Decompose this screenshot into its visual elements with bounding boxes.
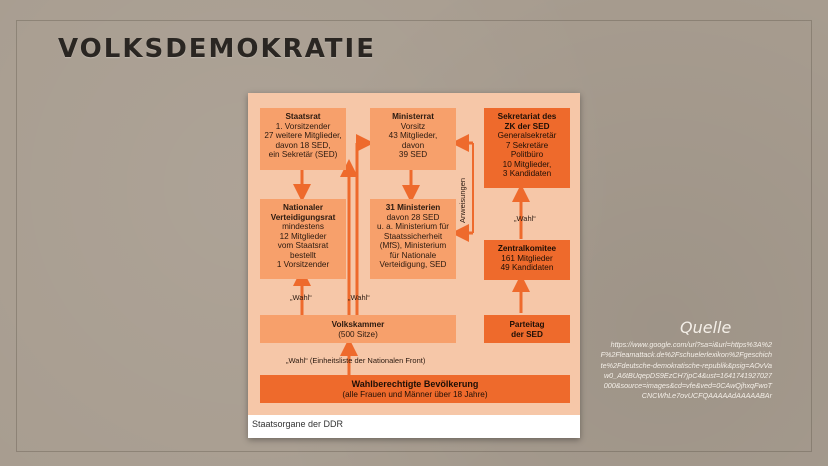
ministerrat-line: 39 SED: [398, 150, 428, 159]
label-wahl-right: „Wahl“: [514, 214, 536, 223]
bevoelkerung-line: (alle Frauen und Männer über 18 Jahre): [342, 389, 488, 399]
slide-title: VOLKSDEMOKRATIE: [58, 34, 376, 64]
label-anweisungen: Anweisungen: [458, 177, 467, 223]
box-parteitag: [484, 315, 570, 343]
sekretariat-line: 10 Mitglieder,: [502, 159, 552, 169]
ministerrat-title: Ministerrat: [392, 112, 434, 121]
parteitag-title: der SED: [511, 329, 543, 339]
ministerrat-line: 43 Mitglieder,: [388, 131, 438, 140]
ministerien-line: davon 28 SED: [386, 212, 440, 222]
ministerien-line: für Nationale: [389, 250, 437, 260]
verteidigungsrat-line: vom Staatsrat: [277, 241, 329, 250]
diagram-area: [248, 93, 580, 415]
zentralkomitee-title: Zentralkomitee: [497, 244, 557, 253]
zentralkomitee-line: 49 Kandidaten: [500, 263, 554, 272]
staatsrat-title: Staatsrat: [285, 112, 321, 121]
ministerien-line: Verteidigung, SED: [379, 260, 447, 269]
verteidigungsrat-line: 1 Vorsitzender: [276, 260, 330, 269]
ministerien-title: 31 Ministerien: [385, 203, 441, 212]
parteitag-title: Parteitag: [509, 320, 545, 329]
bevoelkerung-title: Wahlberechtigte Bevölkerung: [351, 379, 479, 389]
ministerrat-line: davon: [401, 140, 425, 150]
sekretariat-line: 3 Kandidaten: [502, 169, 552, 178]
staatsrat-line: 27 weitere Mitglieder,: [264, 131, 342, 140]
volkskammer-title: Volkskammer: [331, 320, 385, 329]
verteidigungsrat-title: Verteidigungsrat: [270, 212, 336, 222]
ddr-diagram-figure: [248, 93, 580, 438]
box-sekretariat: [484, 108, 570, 188]
label-wahl-mid: „Wahl“: [348, 293, 370, 302]
sekretariat-title: Sekretariat des: [497, 112, 557, 121]
sekretariat-line: Politbüro: [510, 150, 544, 159]
zentralkomitee-line: 161 Mitglieder: [501, 253, 553, 263]
quelle-title: Quelle: [680, 318, 732, 337]
staatsrat-line: 1. Vorsitzender: [275, 121, 331, 131]
staatsrat-line: ein Sekretär (SED): [268, 150, 338, 159]
figure-caption: Staatsorgane der DDR: [252, 419, 344, 429]
label-wahl-bottom: „Wahl“ (Einheitsliste der Nationalen Front): [286, 356, 426, 365]
verteidigungsrat-line: mindestens: [282, 222, 324, 231]
quelle-url[interactable]: https://www.google.com/url?sa=i&url=https%3A%2F%2Fleamattack.de%2Fschuelerlexikon%2Fgeschichte%2Fdeutsche-demokratische-republik&psig=AOvVaw0_A6tBUqepDS9EzCH7jpC4&ust=1641741927027000&source=images&cd=vfe&ved=0CAwQjhxqFwoTCNCWhLe7ovUCFQAAAAAdAAAAABAr: [600, 340, 772, 401]
verteidigungsrat-line: 12 Mitglieder: [279, 231, 327, 241]
box-bevoelkerung: [260, 375, 570, 403]
verteidigungsrat-title: Nationaler: [282, 203, 324, 212]
sekretariat-title: ZK der SED: [504, 121, 550, 131]
sekretariat-line: Generalsekretär: [497, 131, 557, 140]
box-volkskammer: [260, 315, 456, 343]
box-verteidigungsrat: [260, 199, 346, 279]
box-zentralkomitee: [484, 240, 570, 280]
box-ministerien: [370, 199, 456, 279]
ministerien-line: Staatssicherheit: [383, 231, 443, 241]
ministerien-line: u. a. Ministerium für: [377, 222, 449, 231]
sekretariat-line: 7 Sekretäre: [505, 140, 549, 150]
staatsrat-line: davon 18 SED,: [275, 140, 331, 150]
label-wahl-left: „Wahl“: [290, 293, 312, 302]
box-staatsrat: [260, 108, 346, 170]
verteidigungsrat-line: bestellt: [290, 250, 316, 260]
ministerien-line: (MfS), Ministerium: [379, 241, 447, 250]
box-ministerrat: [370, 108, 456, 170]
ministerrat-line: Vorsitz: [400, 121, 426, 131]
volkskammer-line: (500 Sitze): [338, 329, 378, 339]
